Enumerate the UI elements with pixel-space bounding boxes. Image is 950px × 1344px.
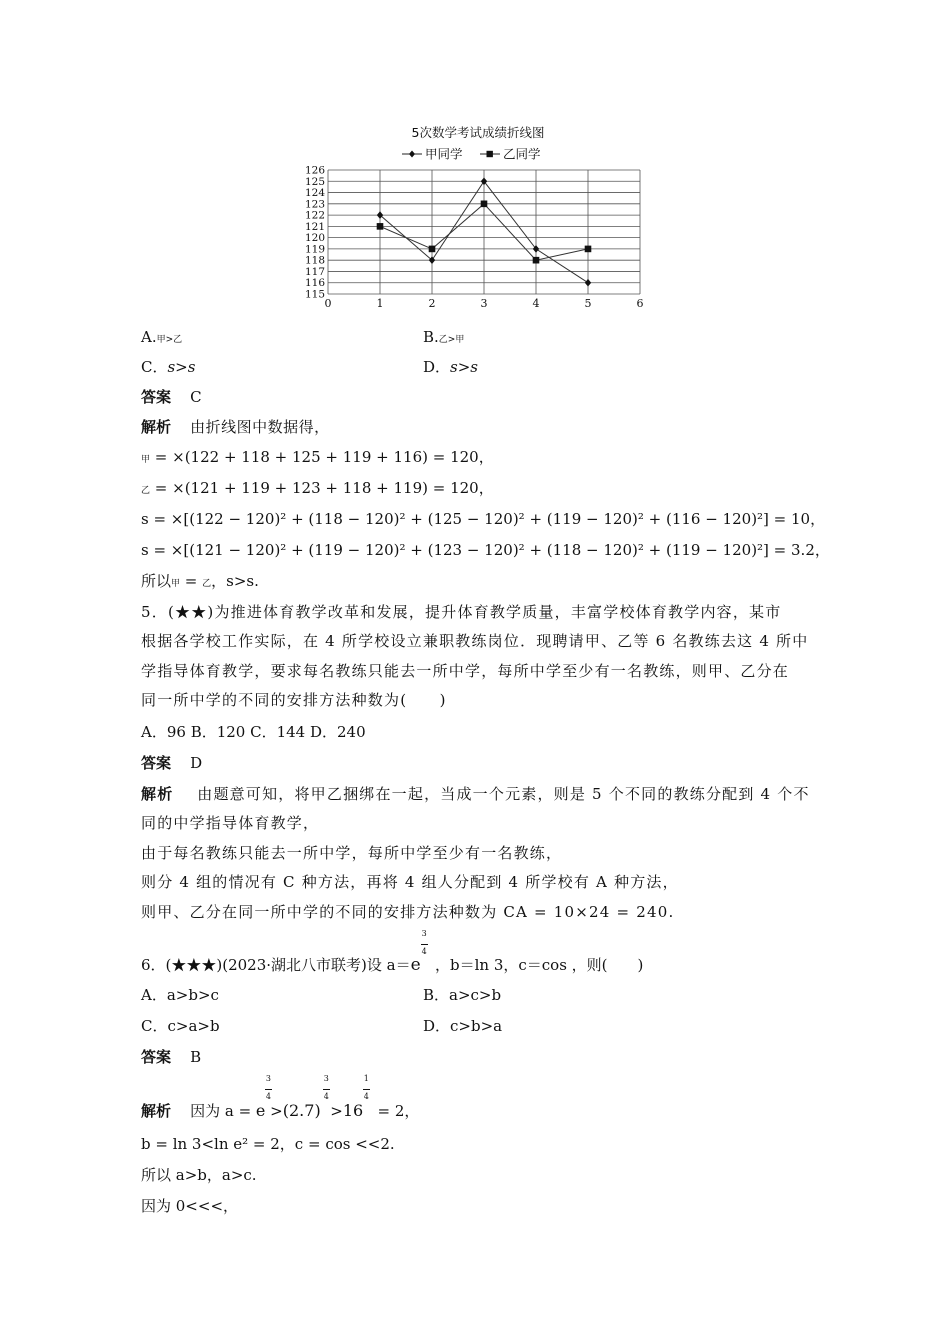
y-tick-label: 115 — [304, 288, 325, 301]
x-tick-label: 3 — [480, 297, 488, 310]
legend-label: 甲同学 — [425, 146, 463, 162]
q6-analysis-line4: 因为 0<<<， — [141, 1197, 239, 1215]
y-tick-label: 122 — [304, 209, 325, 222]
y-tick-label: 126 — [304, 164, 325, 177]
y-tick-label: 117 — [304, 265, 325, 278]
x-tick-label: 4 — [532, 297, 540, 310]
x-tick-label: 5 — [584, 297, 592, 310]
q5-analysis-line5: 则甲、乙分在同一所中学的不同的安排方法种数为 CA = 10×24 = 240. — [141, 903, 675, 921]
x-tick-label: 6 — [636, 297, 644, 310]
y-tick-label: 124 — [304, 187, 325, 200]
chart-grid — [328, 170, 640, 294]
q6-option-c: C．c>a>b — [141, 1017, 220, 1035]
y-tick-label: 123 — [304, 198, 325, 211]
q4-option-c: C．s>s — [141, 358, 196, 376]
q5-analysis-line1: 解析 由题意可知，将甲乙捆绑在一起，当成一个元素，则是 5 个不同的教练分配到 4 个不 — [141, 785, 810, 803]
q6-analysis-line2: b = ln 3<ln e² = 2，c = cos <<2. — [141, 1135, 395, 1153]
x-tick-label: 2 — [428, 297, 436, 310]
q5-analysis-line2: 同的中学指导体育教学， — [141, 814, 320, 832]
q5-stem-line2: 根据各学校工作实际，在 4 所学校设立兼职教练岗位．现聘请甲、乙等 6 名教练去这 4 所中 — [141, 632, 809, 650]
chart-title: 5次数学考试成绩折线图 — [411, 125, 545, 140]
q4-variance-jia: s = ×[(122 − 120)² + (118 − 120)² + (125 − 120)² + (119 − 120)² + (116 − 120)²] = 10， — [141, 510, 826, 528]
data-point-jia — [585, 279, 591, 287]
y-tick-label: 121 — [304, 220, 325, 233]
y-tick-label: 120 — [304, 232, 325, 245]
y-tick-label: 125 — [304, 175, 325, 188]
x-tick-label: 1 — [376, 297, 384, 310]
q4-option-a: A.甲>乙 — [141, 328, 183, 346]
q4-mean-yi: 乙 = ×(121 + 119 + 123 + 118 + 119) = 120， — [141, 479, 494, 497]
q6-answer: 答案 B — [141, 1048, 202, 1066]
q6-stem: 6．(★★★)(2023·湖北八市联考)设 a＝e 3 4 ，b＝ln 3，c＝cos ，则( ) — [141, 929, 644, 975]
q4-analysis-intro: 解析 由折线图中数据得， — [141, 418, 330, 436]
q5-analysis-line4: 则分 4 组的情况有 C 种方法，再将 4 组人分配到 4 所学校有 A 种方法， — [141, 873, 679, 891]
legend-label: 乙同学 — [503, 146, 541, 162]
q4-variance-yi: s = ×[(121 − 120)² + (119 − 120)² + (123 − 120)² + (118 − 120)² + (119 − 120)²] = 3.2， — [141, 541, 830, 559]
q5-options: A．96 B．120 C．144 D．240 — [141, 723, 366, 741]
data-point-yi — [377, 223, 384, 230]
q6-option-b: B．a>c>b — [423, 986, 502, 1004]
q6-option-a: A．a>b>c — [141, 986, 219, 1004]
chart-legend — [402, 147, 541, 162]
data-point-yi — [429, 246, 436, 253]
legend-marker-jia — [409, 151, 415, 158]
q5-stem-line4: 同一所中学的不同的安排方法种数为( ) — [141, 691, 447, 709]
q4-option-b: B.乙>甲 — [423, 328, 465, 346]
line-chart — [295, 118, 655, 318]
y-tick-label: 119 — [304, 243, 325, 256]
data-point-yi — [481, 201, 488, 208]
data-point-yi — [533, 257, 540, 264]
q4-option-d: D．s>s — [423, 358, 478, 376]
x-tick-label: 0 — [324, 297, 332, 310]
data-point-jia — [377, 211, 383, 219]
data-point-yi — [585, 246, 592, 253]
q5-answer: 答案 D — [141, 754, 203, 772]
q5-stem-line3: 学指导体育教学，要求每名教练只能去一所中学，每所中学至少有一名教练，则甲、乙分在 — [141, 662, 790, 680]
q5-analysis-line3: 由于每名教练只能去一所中学，每所中学至少有一名教练， — [141, 844, 563, 862]
q4-conclusion: 所以甲 = 乙，s>s. — [141, 572, 259, 590]
q4-mean-jia: 甲 = ×(122 + 118 + 125 + 119 + 116) = 120， — [141, 448, 494, 466]
q6-analysis-line3: 所以 a>b，a>c. — [141, 1166, 257, 1184]
y-tick-label: 118 — [304, 254, 325, 267]
q4-answer: 答案 C — [141, 388, 202, 406]
q5-stem-line1: 5．(★★)为推进体育教学改革和发展，提升体育教学质量，丰富学校体育教学内容，某市 — [141, 603, 782, 621]
legend-marker-yi — [487, 151, 493, 157]
q6-option-d: D．c>b>a — [423, 1017, 503, 1035]
y-tick-label: 116 — [304, 277, 325, 290]
q6-analysis-line1: 解析 因为 a = e 3 4 >(2.7) 3 4 >16 1 4 = 2， — [141, 1074, 420, 1120]
